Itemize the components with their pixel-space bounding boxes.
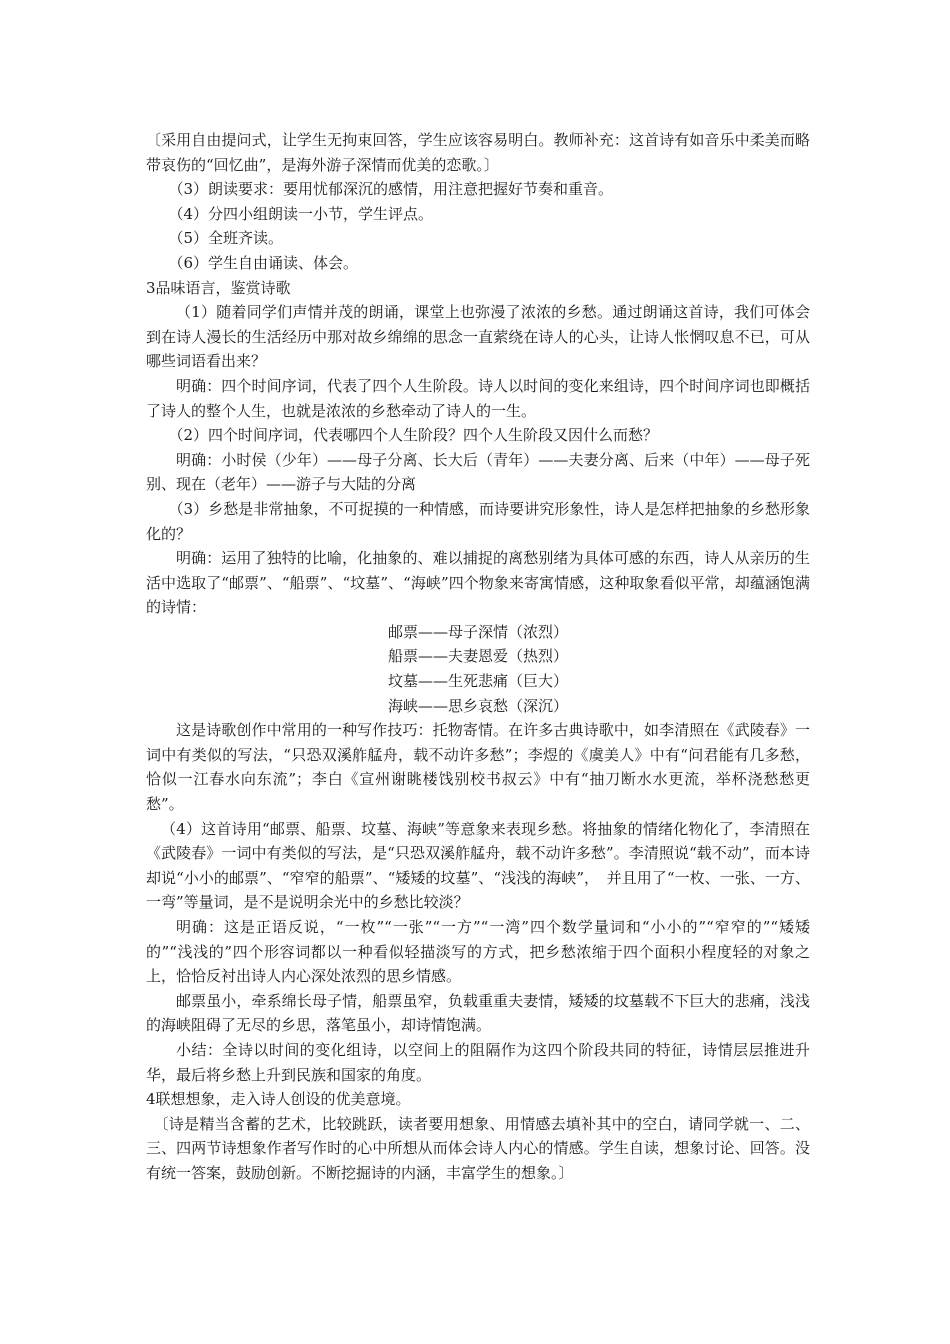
image-list-item-strait: 海峡——思乡哀愁（深沉） [387, 696, 568, 715]
image-list-item-tomb: 坟墓——生死悲痛（巨大） [387, 672, 568, 691]
paragraph-11: （3）乡愁是非常抽象，不可捉摸的一种情感，而诗要讲究形象性，诗人是怎样把抽象的乡愁形象化的？ [146, 499, 810, 543]
paragraph-20: 邮票虽小，牵系绵长母子情，船票虽窄，负载重重夫妻情，矮矮的坟墓载不下巨大的悲痛，浅浅的海峡阻碍了无尽的乡思，落笔虽小，却诗情饱满。 [146, 991, 810, 1035]
paragraph-18: （4）这首诗用“邮票、船票、坟墓、海峡”等意象来表现乡愁。将抽象的情绪化物化了，李清照在《武陵春》一词中有类似的写法，是“只恐双溪舴艋舟，载不动许多愁”。李清照说“载不动”，而本诗却说“小小的邮票”、“窄窄的船票”、“矮矮的坟墓”、“浅浅的海峡”， 并且用了“一枚、一张、一方、一弯”等量词，是不是说明余光中的乡愁比较淡？ [146, 819, 810, 912]
paragraph-17: 这是诗歌创作中常用的一种写作技巧：托物寄情。在许多古典诗歌中，如李清照在《武陵春》一词中有类似的写法，“只恐双溪舴艋舟，载不动许多愁”；李煜的《虞美人》中有“问君能有几多愁，恰似一江春水向东流”；李白《宣州谢眺楼饯别校书叔云》中有“抽刀断水水更流，举杯浇愁愁更愁”。 [146, 721, 810, 814]
paragraph-1: 〔采用自由提问式，让学生无拘束回答，学生应该容易明白。教师补充：这首诗有如音乐中柔美而略带哀伤的“回忆曲”，是海外游子深情而优美的恋歌。〕 [146, 131, 810, 174]
section-heading-3: 3品味语言，鉴赏诗歌 [146, 278, 291, 297]
document-page [146, 128, 810, 1186]
section-heading-4: 4联想想象，走入诗人创设的优美意境。 [146, 1090, 411, 1109]
paragraph-7: （1）随着同学们声情并茂的朗诵，课堂上也弥漫了浓浓的乡愁。通过朗诵这首诗，我们可体会到在诗人漫长的生活经历中那对故乡绵绵的思念一直萦绕在诗人的心头，让诗人怅惘叹息不已，可从哪些词语看出来？ [146, 303, 810, 371]
paragraph-4: （5）全班齐读。 [168, 229, 284, 248]
paragraph-10: 明确：小时侯（少年）——母子分离、长大后（青年）——夫妻分离、后来（中年）——母子死别、现在（老年）——游子与大陆的分离 [146, 450, 810, 494]
paragraph-3: （4）分四小组朗读一小节，学生评点。 [168, 204, 434, 223]
paragraph-19: 明确：这是正语反说，“一枚”“一张”“一方”“一湾”四个数学量词和“小小的”“窄窄的”“矮矮的”“浅浅的”四个形容词都以一种看似轻描淡写的方式，把乡愁浓缩于四个面积小程度轻的对象之上，恰恰反衬出诗人内心深处浓烈的思乡情感。 [146, 918, 810, 986]
image-list-item-stamp: 邮票——母子深情（浓烈） [387, 622, 568, 641]
paragraph-23: 〔诗是精当含蓄的艺术，比较跳跃，读者要用想象、用情感去填补其中的空白，请同学就一、二、三、四两节诗想象作者写作时的心中所想从而体会诗人内心的情感。学生自读，想象讨论、回答。没有统一答案，鼓励创新。不断挖掘诗的内涵，丰富学生的想象。〕 [146, 1114, 810, 1182]
paragraph-9: （2）四个时间序词，代表哪四个人生阶段？四个人生阶段又因什么而愁？ [168, 426, 659, 445]
paragraph-12: 明确：运用了独特的比喻，化抽象的、难以捕捉的离愁别绪为具体可感的东西，诗人从亲历的生活中选取了“邮票”、“船票”、“坟墓”、“海峡”四个物象来寄寓情感，这种取象看似平常，却蕴涵饱满的诗情： [146, 549, 810, 617]
image-list-item-ticket: 船票——夫妻恩爱（热烈） [387, 647, 568, 666]
paragraph-2: （3）朗读要求：要用忧郁深沉的感情，用注意把握好节奏和重音。 [168, 180, 614, 199]
paragraph-21: 小结：全诗以时间的变化组诗，以空间上的阻隔作为这四个阶段共同的特征，诗情层层推进升华，最后将乡愁上升到民族和国家的角度。 [146, 1040, 810, 1084]
paragraph-5: （6）学生自由诵读、体会。 [168, 253, 359, 272]
paragraph-8: 明确：四个时间序词，代表了四个人生阶段。诗人以时间的变化来组诗，四个时间序词也即概括了诗人的整个人生，也就是浓浓的乡愁牵动了诗人的一生。 [146, 376, 810, 420]
